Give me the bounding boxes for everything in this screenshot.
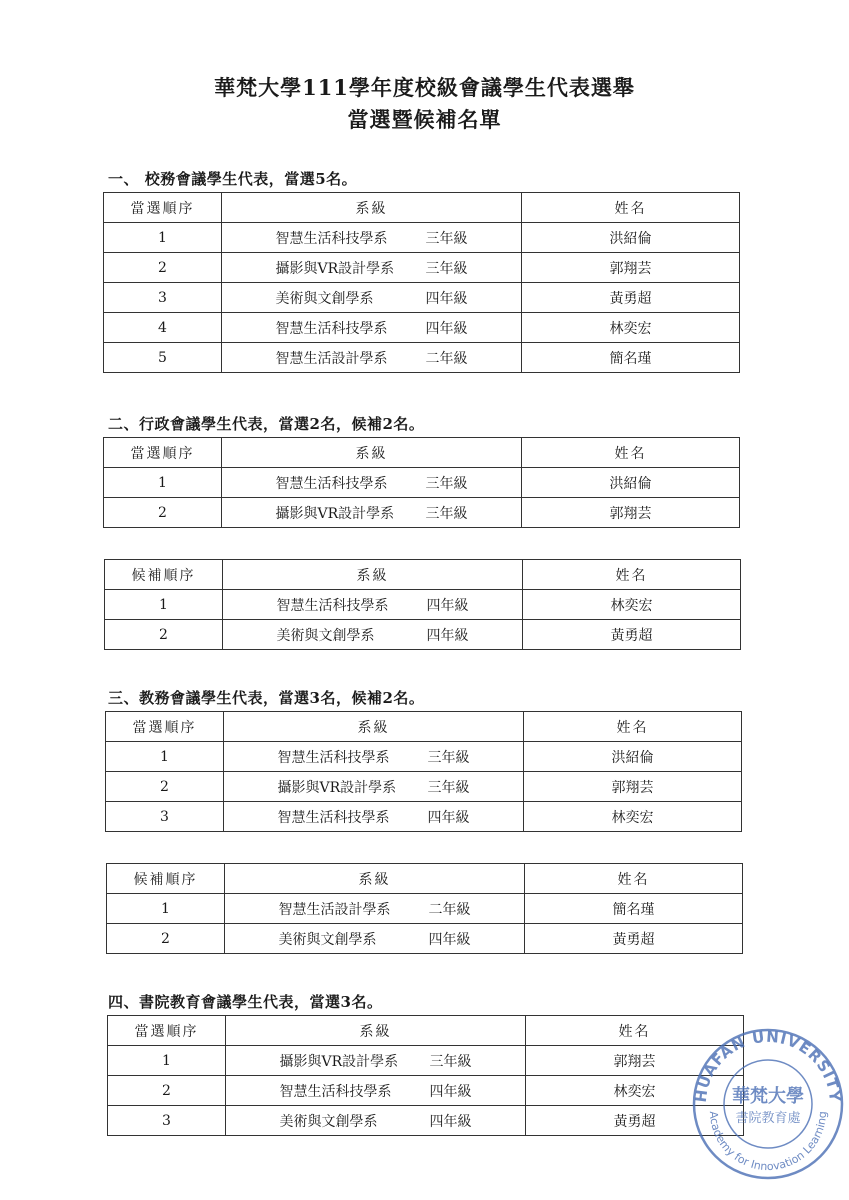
- table-row: [105, 590, 741, 620]
- name-cell: 黃勇超: [526, 1106, 744, 1136]
- department-cell: [226, 1046, 526, 1076]
- department-name: 智慧生活科技學系: [275, 475, 388, 492]
- order-cell: 2: [104, 253, 222, 283]
- order-cell: 2: [108, 1076, 226, 1106]
- order-header: 當選順序: [104, 438, 222, 468]
- department-cell: [226, 1076, 526, 1106]
- elected-table: [103, 192, 740, 373]
- table-row: [104, 223, 740, 253]
- elected-table: [105, 711, 742, 832]
- svg-text:Academy for Innovation Learnin: Academy for Innovation Learning: [706, 1110, 830, 1174]
- grade-level: 三年級: [427, 749, 470, 766]
- grade-level: 四年級: [429, 1113, 472, 1130]
- grade-level: 三年級: [425, 260, 468, 277]
- order-cell: 3: [108, 1106, 226, 1136]
- order-cell: 1: [104, 223, 222, 253]
- department-header: 系級: [223, 560, 523, 590]
- name-cell: 林奕宏: [526, 1076, 744, 1106]
- department-grade: [280, 1111, 472, 1131]
- order-cell: 4: [104, 313, 222, 343]
- department-header: 系級: [226, 1016, 526, 1046]
- department-cell: [222, 283, 522, 313]
- table-row: [104, 498, 740, 528]
- department-name: 美術與文創學系: [275, 290, 374, 307]
- table-row: [104, 283, 740, 313]
- department-grade: [276, 318, 468, 338]
- department-cell: [224, 772, 524, 802]
- department-grade: [279, 929, 471, 949]
- table-header-row: [104, 438, 740, 468]
- order-header: 當選順序: [108, 1016, 226, 1046]
- department-grade: [278, 777, 470, 797]
- table-row: [105, 620, 741, 650]
- name-cell: 洪紹倫: [524, 742, 742, 772]
- name-header: 姓名: [524, 712, 742, 742]
- department-name: 智慧生活設計學系: [278, 901, 391, 918]
- department-name: 攝影與VR設計學系: [279, 1053, 399, 1070]
- department-grade: [280, 1081, 472, 1101]
- grade-level: 四年級: [428, 931, 471, 948]
- name-cell: 黃勇超: [522, 283, 740, 313]
- alternate-table: [104, 559, 741, 650]
- name-cell: 林奕宏: [523, 590, 741, 620]
- order-cell: 5: [104, 343, 222, 373]
- grade-level: 四年級: [425, 320, 468, 337]
- table-row: [107, 894, 743, 924]
- department-grade: [276, 228, 468, 248]
- table-row: [106, 772, 742, 802]
- department-cell: [222, 223, 522, 253]
- name-cell: 郭翔芸: [526, 1046, 744, 1076]
- department-grade: [280, 1051, 472, 1071]
- section-heading: 一、 校務會議學生代表，當選5名。: [108, 170, 358, 188]
- table-row: [106, 742, 742, 772]
- department-grade: [277, 595, 469, 615]
- table-header-row: [106, 712, 742, 742]
- department-name: 智慧生活科技學系: [277, 749, 390, 766]
- department-cell: [226, 1106, 526, 1136]
- department-grade: [276, 503, 468, 523]
- grade-level: 四年級: [427, 809, 470, 826]
- grade-level: 四年級: [429, 1083, 472, 1100]
- department-name: 智慧生活科技學系: [275, 320, 388, 337]
- table-header-row: [107, 864, 743, 894]
- department-cell: [222, 343, 522, 373]
- table-header-row: [104, 193, 740, 223]
- department-cell: [222, 253, 522, 283]
- section-heading: 四、書院教育會議學生代表，當選3名。: [108, 993, 383, 1011]
- department-name: 美術與文創學系: [276, 627, 375, 644]
- name-cell: 郭翔芸: [522, 253, 740, 283]
- name-header: 姓名: [523, 560, 741, 590]
- department-name: 智慧生活設計學系: [275, 350, 388, 367]
- department-name: 攝影與VR設計學系: [275, 505, 395, 522]
- department-grade: [276, 473, 468, 493]
- grade-level: 三年級: [427, 779, 470, 796]
- page-title-line2: 當選暨候補名單: [347, 107, 502, 132]
- grade-level: 三年級: [425, 475, 468, 492]
- order-header: 當選順序: [106, 712, 224, 742]
- table-header-row: [105, 560, 741, 590]
- name-cell: 黃勇超: [525, 924, 743, 954]
- department-grade: [277, 625, 469, 645]
- order-header: 候補順序: [105, 560, 223, 590]
- department-cell: [222, 468, 522, 498]
- department-grade: [278, 807, 470, 827]
- department-grade: [276, 288, 468, 308]
- department-grade: [278, 747, 470, 767]
- alternate-table: [106, 863, 743, 954]
- order-cell: 2: [105, 620, 223, 650]
- name-cell: 郭翔芸: [522, 498, 740, 528]
- order-cell: 3: [106, 802, 224, 832]
- name-cell: 簡名瑾: [522, 343, 740, 373]
- department-name: 智慧生活科技學系: [279, 1083, 392, 1100]
- department-name: 智慧生活科技學系: [277, 809, 390, 826]
- order-cell: 2: [107, 924, 225, 954]
- svg-text:HUAFAN UNIVERSITY: HUAFAN UNIVERSITY: [691, 1027, 845, 1104]
- department-grade: [276, 258, 468, 278]
- name-cell: 簡名瑾: [525, 894, 743, 924]
- svg-text:書院教育處: 書院教育處: [735, 1111, 801, 1126]
- department-cell: [224, 802, 524, 832]
- order-cell: 1: [107, 894, 225, 924]
- university-seal: [688, 1020, 848, 1180]
- table-row: [108, 1046, 744, 1076]
- department-grade: [276, 348, 468, 368]
- grade-level: 四年級: [425, 290, 468, 307]
- department-cell: [223, 620, 523, 650]
- name-header: 姓名: [522, 193, 740, 223]
- name-cell: 洪紹倫: [522, 223, 740, 253]
- table-row: [104, 468, 740, 498]
- grade-level: 四年級: [426, 597, 469, 614]
- department-name: 智慧生活科技學系: [276, 597, 389, 614]
- table-row: [104, 253, 740, 283]
- department-cell: [225, 894, 525, 924]
- name-header: 姓名: [522, 438, 740, 468]
- department-name: 攝影與VR設計學系: [277, 779, 397, 796]
- department-header: 系級: [224, 712, 524, 742]
- department-name: 美術與文創學系: [279, 1113, 378, 1130]
- name-header: 姓名: [525, 864, 743, 894]
- elected-table: [107, 1015, 744, 1136]
- order-cell: 1: [105, 590, 223, 620]
- department-cell: [222, 313, 522, 343]
- order-cell: 1: [104, 468, 222, 498]
- table-row: [104, 313, 740, 343]
- grade-level: 二年級: [428, 901, 471, 918]
- section-heading: 二、行政會議學生代表，當選2名，候補2名。: [108, 415, 425, 433]
- name-cell: 林奕宏: [524, 802, 742, 832]
- elected-table: [103, 437, 740, 528]
- order-cell: 2: [104, 498, 222, 528]
- name-cell: 郭翔芸: [524, 772, 742, 802]
- grade-level: 二年級: [425, 350, 468, 367]
- order-cell: 1: [106, 742, 224, 772]
- department-name: 美術與文創學系: [278, 931, 377, 948]
- department-name: 攝影與VR設計學系: [275, 260, 395, 277]
- svg-text:華梵大學: 華梵大學: [732, 1086, 804, 1107]
- name-cell: 洪紹倫: [522, 468, 740, 498]
- table-row: [108, 1076, 744, 1106]
- table-row: [106, 802, 742, 832]
- department-cell: [223, 590, 523, 620]
- table-row: [107, 924, 743, 954]
- department-header: 系級: [222, 438, 522, 468]
- order-header: 當選順序: [104, 193, 222, 223]
- grade-level: 三年級: [425, 230, 468, 247]
- table-header-row: [108, 1016, 744, 1046]
- department-header: 系級: [222, 193, 522, 223]
- section-heading: 三、教務會議學生代表，當選3名，候補2名。: [108, 689, 425, 707]
- order-cell: 3: [104, 283, 222, 313]
- department-name: 智慧生活科技學系: [275, 230, 388, 247]
- table-row: [104, 343, 740, 373]
- order-cell: 1: [108, 1046, 226, 1076]
- department-cell: [224, 742, 524, 772]
- grade-level: 三年級: [429, 1053, 472, 1070]
- page-title-line1: 華梵大學111學年度校級會議學生代表選舉: [214, 75, 635, 100]
- grade-level: 四年級: [426, 627, 469, 644]
- order-cell: 2: [106, 772, 224, 802]
- order-header: 候補順序: [107, 864, 225, 894]
- name-cell: 林奕宏: [522, 313, 740, 343]
- department-header: 系級: [225, 864, 525, 894]
- department-grade: [279, 899, 471, 919]
- grade-level: 三年級: [425, 505, 468, 522]
- table-row: [108, 1106, 744, 1136]
- name-cell: 黃勇超: [523, 620, 741, 650]
- name-header: 姓名: [526, 1016, 744, 1046]
- department-cell: [222, 498, 522, 528]
- department-cell: [225, 924, 525, 954]
